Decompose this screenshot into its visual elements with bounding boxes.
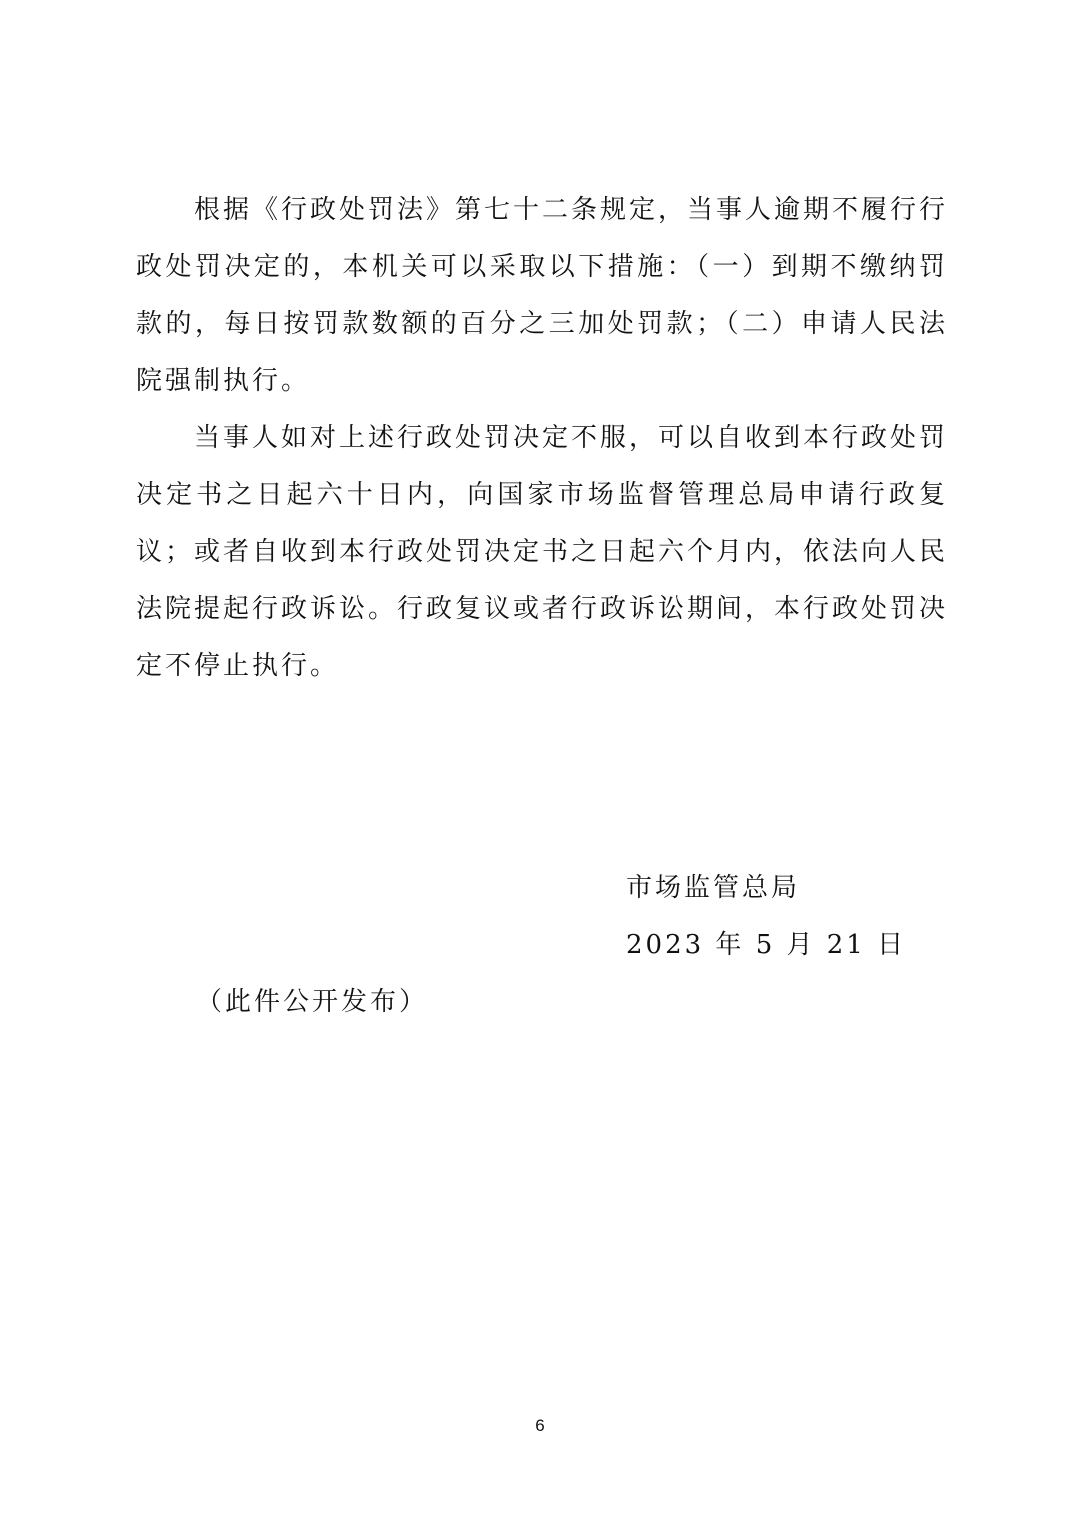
issuer-name: 市场监管总局	[626, 873, 801, 903]
paragraph-appeal-rights: 当事人如对上述行政处罚决定不服，可以自收到本行政处罚决定书之日起六十日内，向国家市场监督管理总局申请行政复议；或者自收到本行政处罚决定书之日起六个月内，依法向人民法院提起行政诉讼。行政复议或者行政诉讼期间，本行政处罚决定不停止执行。	[136, 423, 949, 681]
document-body	[136, 182, 948, 695]
page-number: 6	[535, 1416, 545, 1435]
paragraph-enforcement-measures: 根据《行政处罚法》第七十二条规定，当事人逾期不履行行政处罚决定的，本机关可以采取以下措施：（一）到期不缴纳罚款的，每日按罚款数额的百分之三加处罚款；（二）申请人民法院强制执行。	[136, 195, 949, 396]
issue-date: 2023 年 5 月 21 日	[626, 930, 907, 960]
publish-note: （此件公开发布）	[196, 987, 429, 1017]
signature-block	[626, 860, 906, 974]
